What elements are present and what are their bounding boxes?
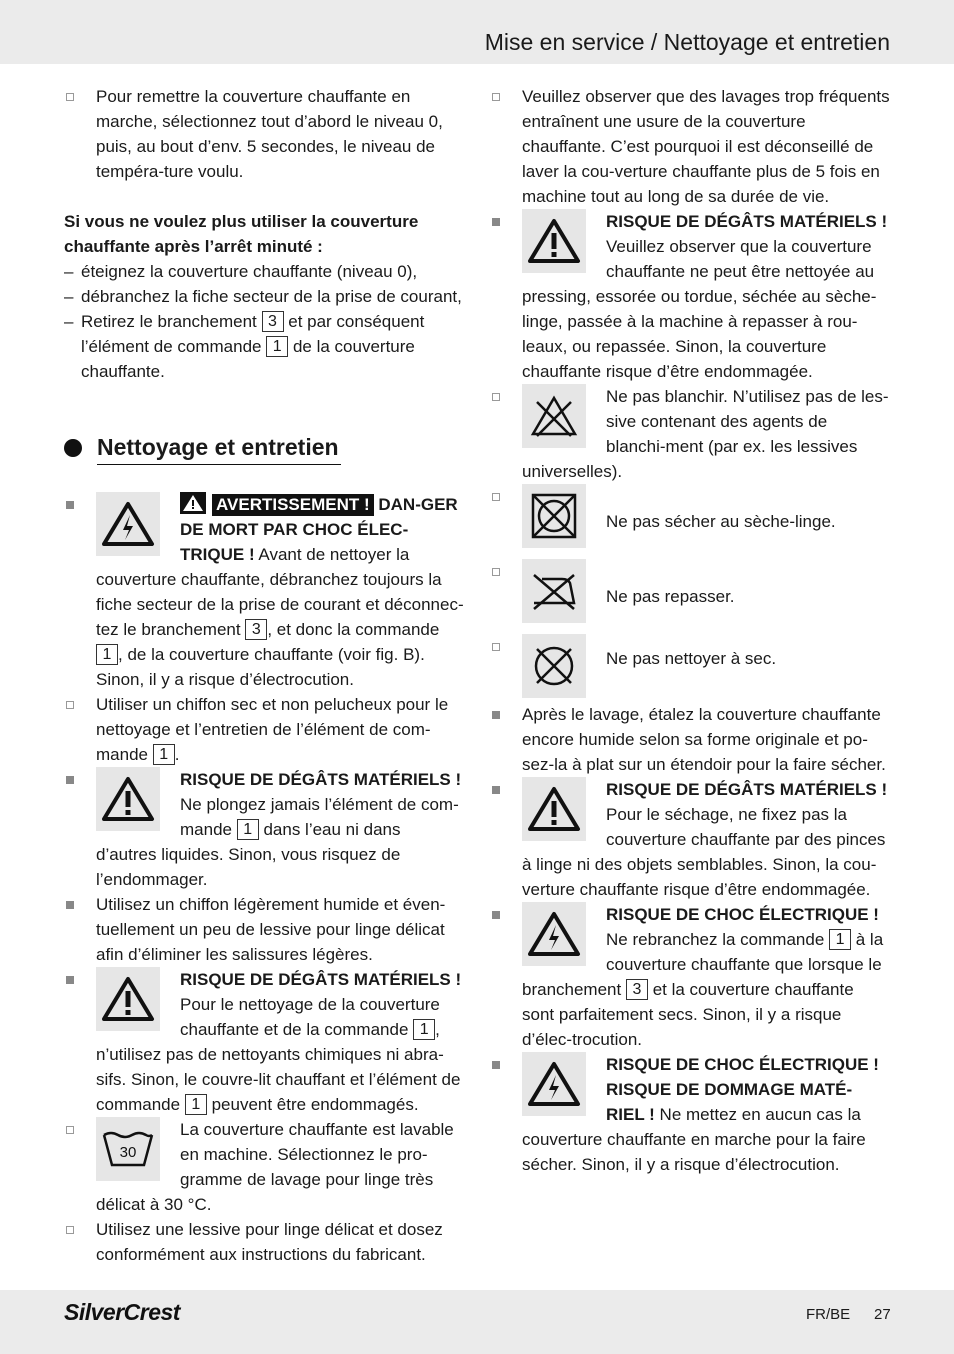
ref-control: 1: [413, 1019, 435, 1040]
open-square-bullet-icon: [66, 1226, 74, 1234]
electric-warning-icon: [522, 1052, 586, 1116]
page-number: 27: [874, 1306, 891, 1323]
list-item: Ne pas nettoyer à sec.: [490, 634, 890, 698]
list-item: Utiliser un chiffon sec et non pelucheux pour le nettoyage et l’entretien de l’élément de com-mande 1 .: [64, 692, 464, 767]
open-square-bullet-icon: [66, 1126, 74, 1134]
open-square-bullet-icon: [66, 93, 74, 101]
warning-triangle-icon: [180, 492, 206, 514]
step-2: – débranchez la fiche secteur de la prise de courant,: [64, 287, 462, 306]
list-item: Ne pas blanchir. N’utilisez pas de les-sive contenant des agents de blanchi-ment (par ex. les lessives universelles).: [490, 384, 890, 484]
open-square-bullet-icon: [66, 701, 74, 709]
footer-language: FR/BE: [806, 1306, 851, 1323]
section-bullet-icon: [64, 439, 82, 457]
warning-label: AVERTISSEMENT !: [212, 494, 374, 516]
filled-square-bullet-icon: [492, 911, 500, 919]
ref-control: 1: [829, 929, 851, 950]
filled-square-bullet-icon: [492, 711, 500, 719]
list-item: Pour remettre la couverture chauffante en marche, sélectionnez tout d’abord le niveau 0, puis, au bout d’env. 5 secondes, le niveau de tempéra-ture voulu.: [64, 84, 464, 184]
ref-control: 1: [185, 1094, 207, 1115]
filled-square-bullet-icon: [492, 1061, 500, 1069]
filled-square-bullet-icon: [492, 786, 500, 794]
brand-logo: SilverCrest: [64, 1299, 180, 1325]
ref-control: 1: [266, 336, 288, 357]
no-tumble-dry-icon: [522, 484, 586, 548]
list-item: Ne pas sécher au sèche-linge.: [490, 484, 890, 548]
filled-square-bullet-icon: [492, 218, 500, 226]
filled-square-bullet-icon: [66, 901, 74, 909]
caution-warning-icon: [96, 767, 160, 831]
ref-connector: 3: [626, 979, 648, 1000]
no-dry-clean-icon: [522, 634, 586, 698]
section-title: Nettoyage et entretien: [97, 432, 341, 465]
left-column: [64, 84, 464, 1267]
list-item: Ne pas repasser.: [490, 559, 890, 623]
open-square-bullet-icon: [492, 493, 500, 501]
list-item: Veuillez observer que des lavages trop fréquents entraînent une usure de la couverture chauffante. C’est pourquoi il est déconseillé de laver la cou-verture chauffante plus de 5 fois en machine tout au long de sa durée de vie.: [490, 84, 890, 209]
ref-connector: 3: [245, 619, 267, 640]
caution-warning-icon: [96, 967, 160, 1031]
filled-square-bullet-icon: [66, 976, 74, 984]
filled-square-bullet-icon: [66, 776, 74, 784]
warning-electric-shock: RISQUE DE CHOC ÉLECTRIQUE ! Ne rebranchez la commande 1 à la couverture chauffante que lorsque le branchement 3 et la couverture chauffante sont parfaitement secs. Sinon, il y a risque d’élec-trocution.: [490, 902, 890, 1052]
right-column: [490, 84, 890, 1177]
filled-square-bullet-icon: [66, 501, 74, 509]
list-item: Après le lavage, étalez la couverture chauffante encore humide selon sa forme originale et po-sez-la à plat sur un étendoir pour la faire sécher.: [490, 702, 890, 777]
open-square-bullet-icon: [492, 568, 500, 576]
warning-material-damage: RISQUE DE DÉGÂTS MATÉRIELS ! Pour le nettoyage de la couverture chauffante et de la commande 1 , n’utilisez pas de nettoyants chimiques ni abra-sifs. Sinon, le couvre-lit chauffant et l’élément de commande 1 peuvent être endommagés.: [64, 967, 464, 1117]
stop-heading: Si vous ne voulez plus utiliser la couverture chauffante après l’arrêt minuté :: [64, 212, 419, 256]
open-square-bullet-icon: [492, 93, 500, 101]
ref-control: 1: [153, 744, 175, 765]
list-item: Utilisez un chiffon légèrement humide et éven-tuellement un peu de lessive pour linge délicat afin d’éliminer les salissures légères.: [64, 892, 464, 967]
wash-30-icon: [96, 1117, 160, 1181]
svg-text:30: 30: [119, 1144, 137, 1161]
caution-warning-icon: [522, 777, 586, 841]
warning-material-damage: RISQUE DE DÉGÂTS MATÉRIELS ! Ne plongez jamais l’élément de com-mande 1 dans l’eau ni dans d’autres liquides. Sinon, vous risquez de l’endommager.: [64, 767, 464, 892]
warning-material-damage: RISQUE DE DÉGÂTS MATÉRIELS ! Pour le séchage, ne fixez pas la couverture chauffante par des pinces à linge ni des objets semblables. Sinon, la cou-verture chauffante risque d’être endommagée.: [490, 777, 890, 902]
warning-electric-shock: AVERTISSEMENT ! DAN-GER DE MORT PAR CHOC ÉLEC-TRIQUE ! Avant de nettoyer la couverture chauffante, débranchez toujours la fiche secteur de la prise de courant et déconnec-tez le branchement 3 , et donc la commande 1 , de la couverture chauffante (voir fig. B). Sinon, il y a risque d’électrocution.: [64, 492, 464, 692]
no-bleach-icon: [522, 384, 586, 448]
no-iron-icon: [522, 559, 586, 623]
electric-warning-icon: [96, 492, 160, 556]
section-heading: [64, 432, 464, 472]
open-square-bullet-icon: [492, 393, 500, 401]
list-item: Utilisez une lessive pour linge délicat et dosez conformément aux instructions du fabricant.: [64, 1217, 464, 1267]
ref-control: 1: [96, 644, 118, 665]
caution-warning-icon: [522, 209, 586, 273]
electric-warning-icon: [522, 902, 586, 966]
page-title: Mise en service / Nettoyage et entretien: [484, 29, 890, 55]
step-1: – éteignez la couverture chauffante (niveau 0),: [64, 262, 418, 281]
list-item: 30 La couverture chauffante est lavable en machine. Sélectionnez le pro-gramme de lavage pour linge très délicat à 30 °C.: [64, 1117, 464, 1217]
open-square-bullet-icon: [492, 643, 500, 651]
ref-control: 1: [237, 819, 259, 840]
warning-material-damage: RISQUE DE DÉGÂTS MATÉRIELS ! Veuillez observer que la couverture chauffante ne peut être nettoyée au pressing, essorée ou tordue, séchée au sèche-linge, passée à la machine à repasser à rou-leaux, ou repassée. Sinon, la couverture chauffante risque d’être endommagée.: [490, 209, 890, 384]
ref-connector: 3: [262, 311, 284, 332]
step-3: – Retirez le branchement 3 et par conséquent l’élément de commande 1 de la couverture chauffante.: [64, 312, 425, 381]
warning-electric-shock: RISQUE DE CHOC ÉLECTRIQUE ! RISQUE DE DOMMAGE MATÉ-RIEL ! Ne mettez en aucun cas la couverture chauffante en marche pour la faire sécher. Sinon, il y a risque d’électrocution.: [490, 1052, 890, 1177]
